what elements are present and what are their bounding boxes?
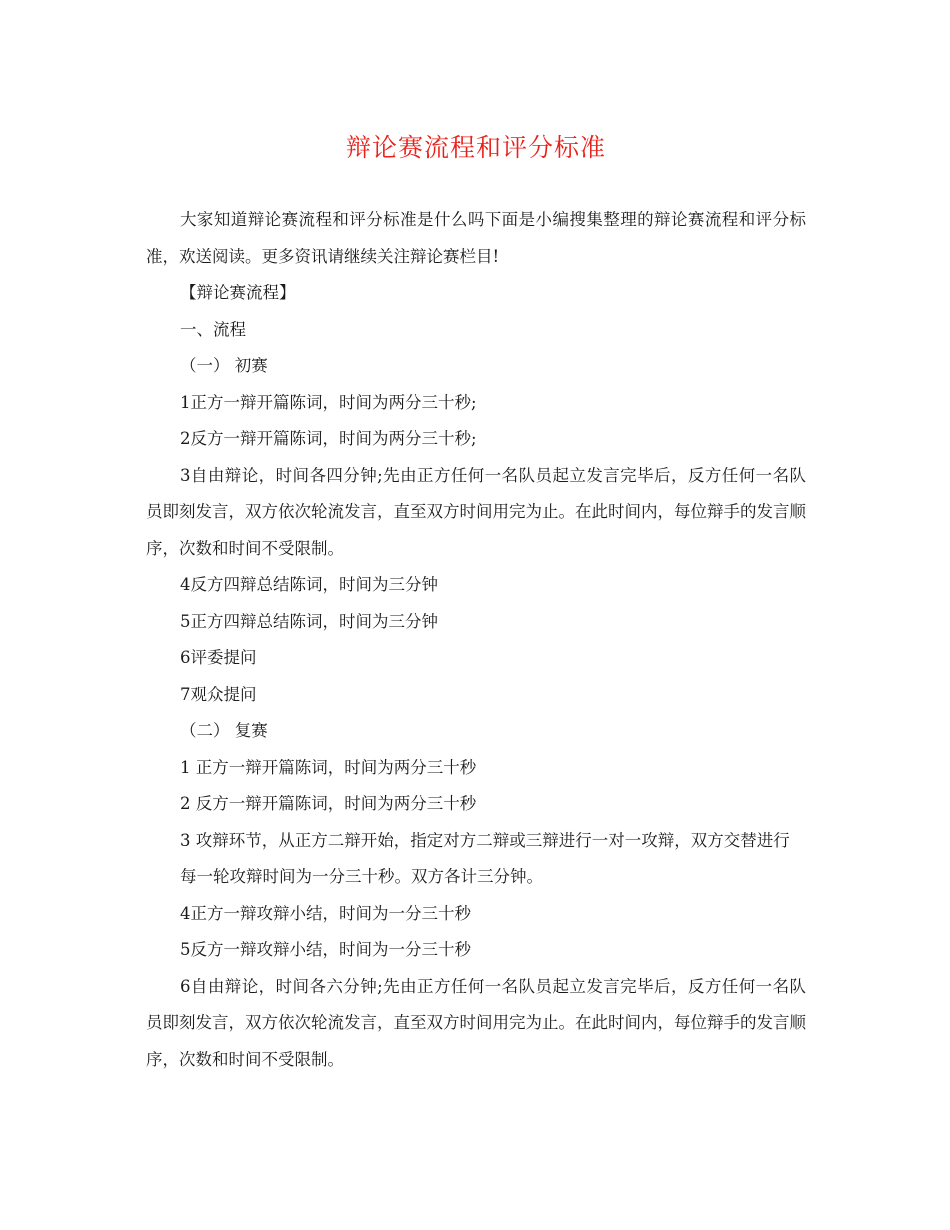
stage-heading-preliminary: （一） 初赛 [180,356,268,375]
preliminary-step-1: 1正方一辩开篇陈词，时间为两分三十秒; [180,392,477,412]
subsection-heading-flow: 一、流程 [180,319,246,339]
preliminary-step-4: 4反方四辩总结陈词，时间为三分钟 [180,575,438,594]
preliminary-step-5: 5正方四辩总结陈词，时间为三分钟 [180,611,438,631]
document-title: 辩论赛流程和评分标准 [345,133,606,162]
document-body [146,202,806,1078]
preliminary-step-7: 7观众提问 [180,684,257,704]
preliminary-step-6: 6评委提问 [180,648,257,667]
semifinal-step-3-note: 每一轮攻辩时间为一分三十秒。双方各计三分钟。 [180,867,543,886]
preliminary-step-3: 3自由辩论，时间各四分钟;先由正方任何一名队员起立发言完毕后，反方任何一名队员即刻发言，双方依次轮流发言，直至双方时间用完为止。在此时间内，每位辩手的发言顺序，次数和时间不受限制。 [146,465,806,558]
semifinal-step-5: 5反方一辩攻辩小结，时间为一分三十秒 [180,940,471,959]
semifinal-step-6: 6自由辩论，时间各六分钟;先由正方任何一名队员起立发言完毕后，反方任何一名队员即刻发言，双方依次轮流发言，直至双方时间用完为止。在此时间内，每位辩手的发言顺序，次数和时间不受限制。 [146,976,806,1069]
semifinal-step-1: 1 正方一辩开篇陈词，时间为两分三十秒 [180,757,477,777]
semifinal-step-4: 4正方一辩攻辩小结，时间为一分三十秒 [180,903,471,923]
section-heading-process: 【辩论赛流程】 [180,283,296,302]
preliminary-step-2: 2反方一辩开篇陈词，时间为两分三十秒; [180,429,477,448]
semifinal-step-2: 2 反方一辩开篇陈词，时间为两分三十秒 [180,794,477,813]
stage-heading-semifinal: （二） 复赛 [180,721,268,740]
intro-paragraph: 大家知道辩论赛流程和评分标准是什么吗下面是小编搜集整理的辩论赛流程和评分标准，欢送阅读。更多资讯请继续关注辩论赛栏目! [146,210,806,266]
semifinal-step-3: 3 攻辩环节，从正方二辩开始，指定对方二辩或三辩进行一对一攻辩，双方交替进行 [180,830,790,850]
